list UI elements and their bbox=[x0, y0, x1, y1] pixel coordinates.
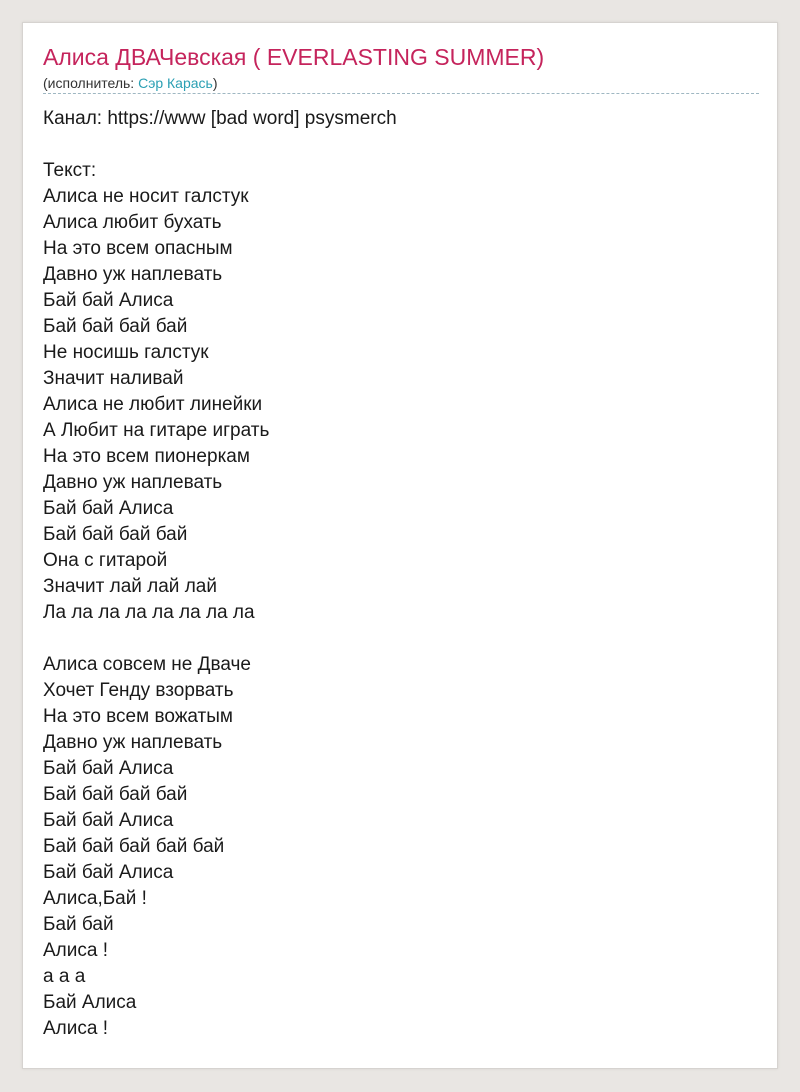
lyrics-blank-line bbox=[43, 132, 759, 158]
lyrics-line: Алиса не носит галстук bbox=[43, 186, 249, 207]
lyrics-line: Алиса не любит линейки bbox=[43, 394, 263, 415]
lyrics-line: Бай бай Алиса bbox=[43, 498, 174, 519]
lyrics-line: Алиса совсем не Дваче bbox=[43, 654, 251, 675]
lyrics-line: Ла ла ла ла ла ла ла ла bbox=[43, 602, 255, 623]
lyrics-line: Бай бай bbox=[43, 914, 114, 935]
lyrics-line: Алиса любит бухать bbox=[43, 212, 222, 233]
song-title: Алиса ДВАЧевская ( EVERLASTING SUMMER) bbox=[43, 44, 545, 70]
artist-prefix: (исполнитель: bbox=[43, 75, 139, 91]
lyrics-line: Алиса,Бай ! bbox=[43, 888, 147, 909]
lyrics-line: На это всем пионеркам bbox=[43, 446, 250, 467]
lyrics-line: Бай бай Алиса bbox=[43, 290, 174, 311]
title-divider bbox=[43, 93, 759, 94]
artist-link[interactable]: Сэр Карась bbox=[138, 75, 213, 91]
lyrics-line: а а а bbox=[43, 966, 86, 987]
lyrics-text bbox=[43, 106, 759, 1042]
lyrics-line: На это всем опасным bbox=[43, 238, 233, 259]
lyrics-line: Бай бай бай бай bbox=[43, 316, 188, 337]
lyrics-line: А Любит на гитаре играть bbox=[43, 420, 270, 441]
lyrics-line: Алиса ! bbox=[43, 1018, 108, 1039]
artist-suffix: ) bbox=[212, 75, 218, 91]
lyrics-line: На это всем вожатым bbox=[43, 706, 233, 727]
lyrics-line: Канал: https://www [bad word] psysmerch bbox=[43, 108, 397, 129]
artist-line bbox=[43, 74, 218, 92]
lyrics-line: Не носишь галстук bbox=[43, 342, 209, 363]
lyrics-line: Давно уж наплевать bbox=[43, 264, 223, 285]
lyrics-line: Бай бай Алиса bbox=[43, 810, 174, 831]
lyrics-line: Давно уж наплевать bbox=[43, 732, 223, 753]
lyrics-card bbox=[22, 22, 778, 1069]
lyrics-line: Бай бай бай бай bbox=[43, 524, 188, 545]
lyrics-line: Бай бай бай бай bbox=[43, 784, 188, 805]
lyrics-line: Алиса ! bbox=[43, 940, 108, 961]
lyrics-line: Давно уж наплевать bbox=[43, 472, 223, 493]
lyrics-line: Бай бай Алиса bbox=[43, 758, 174, 779]
lyrics-line: Бай Алиса bbox=[43, 992, 137, 1013]
lyrics-line: Бай бай Алиса bbox=[43, 862, 174, 883]
lyrics-line: Значит наливай bbox=[43, 368, 184, 389]
lyrics-line: Хочет Генду взорвать bbox=[43, 680, 234, 701]
lyrics-line: Она с гитарой bbox=[43, 550, 168, 571]
lyrics-line: Бай бай бай бай бай bbox=[43, 836, 225, 857]
lyrics-line: Значит лай лай лай bbox=[43, 576, 217, 597]
lyrics-line: Текст: bbox=[43, 160, 97, 181]
lyrics-blank-line bbox=[43, 626, 759, 652]
